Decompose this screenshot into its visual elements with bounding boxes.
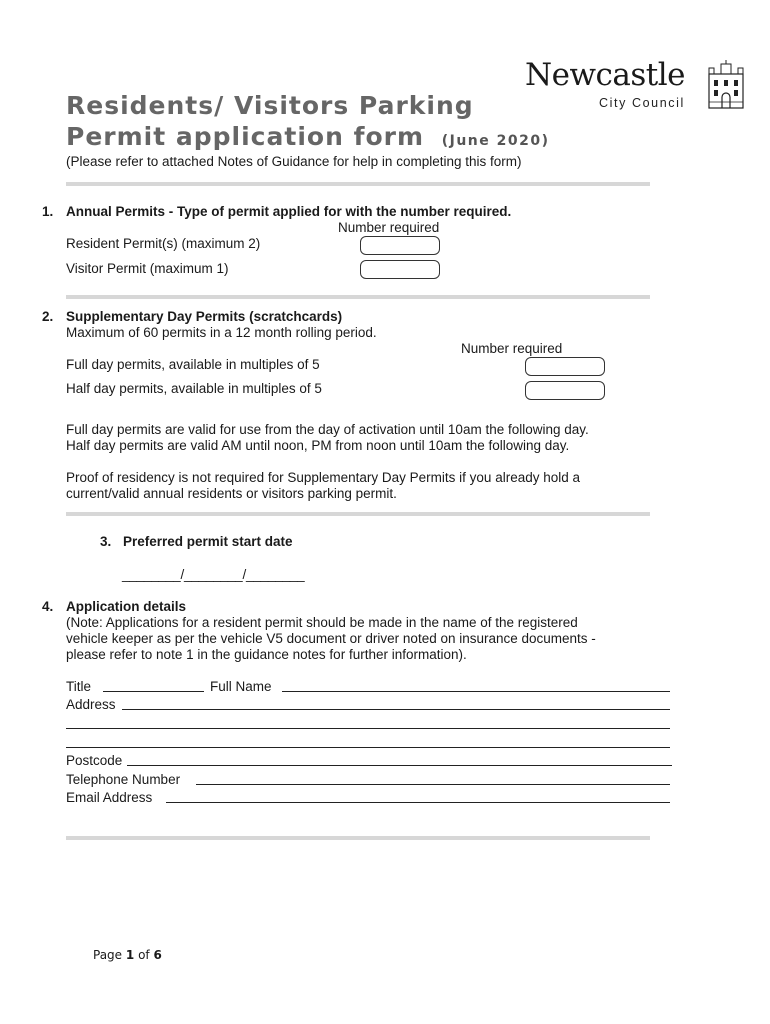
section2-heading: Supplementary Day Permits (scratchcards) <box>66 309 343 324</box>
form-title-line2 <box>66 122 550 156</box>
logo-subtitle: City Council <box>599 96 685 110</box>
postcode-label: Postcode <box>66 753 123 768</box>
postcode-field[interactable] <box>127 765 672 766</box>
address-field-line2[interactable] <box>66 728 670 729</box>
page-number <box>93 948 162 962</box>
form-date: (June 2020) <box>441 133 550 149</box>
section2-subheading: Maximum of 60 permits in a 12 month rolling period. <box>66 325 377 340</box>
address-field-line3[interactable] <box>66 747 670 748</box>
castle-emblem-icon <box>707 60 745 110</box>
fullname-field[interactable] <box>282 691 670 692</box>
proof-text-line1: Proof of residency is not required for Supplementary Day Permits if you already hold a <box>66 470 581 485</box>
section1-number: 1. <box>42 204 54 219</box>
validity-text-line1: Full day permits are valid for use from the day of activation until 10am the following day. <box>66 422 589 437</box>
email-field[interactable] <box>166 802 670 803</box>
full-day-permits-count-input[interactable] <box>525 357 605 376</box>
section2-number: 2. <box>42 309 54 324</box>
divider <box>66 182 650 186</box>
section4-note-line2: vehicle keeper as per the vehicle V5 document or driver noted on insurance documents - <box>66 631 596 646</box>
half-day-permits-label: Half day permits, available in multiples of 5 <box>66 381 322 396</box>
section3-heading: Preferred permit start date <box>123 534 293 549</box>
telephone-label: Telephone Number <box>66 772 181 787</box>
page-prefix: Page <box>93 948 123 962</box>
section4-heading: Application details <box>66 599 187 614</box>
logo-wordmark: Newcastle <box>525 57 685 93</box>
page-current: 1 <box>125 948 135 962</box>
visitor-permit-count-input[interactable] <box>360 260 440 279</box>
divider <box>66 512 650 516</box>
section2-number-required: Number required <box>461 341 563 356</box>
resident-permit-label: Resident Permit(s) (maximum 2) <box>66 236 261 251</box>
resident-permit-count-input[interactable] <box>360 236 440 255</box>
divider <box>66 295 650 299</box>
section1-heading: Annual Permits - Type of permit applied for with the number required. <box>66 204 512 219</box>
start-date-field[interactable]: ________/________/________ <box>122 567 305 582</box>
title-label: Title <box>66 679 92 694</box>
section3-number: 3. <box>100 534 112 549</box>
council-logo <box>525 58 747 114</box>
proof-text-line2: current/valid annual residents or visitors parking permit. <box>66 486 397 501</box>
email-label: Email Address <box>66 790 153 805</box>
address-field-line1[interactable] <box>122 709 670 710</box>
divider <box>66 836 650 840</box>
section4-number: 4. <box>42 599 54 614</box>
visitor-permit-label: Visitor Permit (maximum 1) <box>66 261 229 276</box>
full-day-permits-label: Full day permits, available in multiples of 5 <box>66 357 320 372</box>
guidance-note: (Please refer to attached Notes of Guidance for help in completing this form) <box>66 154 522 169</box>
half-day-permits-count-input[interactable] <box>525 381 605 400</box>
fullname-label: Full Name <box>210 679 272 694</box>
title-field[interactable] <box>103 691 204 692</box>
address-label: Address <box>66 697 116 712</box>
form-title-text: Permit application form <box>66 122 424 151</box>
form-title-line1: Residents/ Visitors Parking <box>66 91 474 120</box>
section4-note-line1: (Note: Applications for a resident permit should be made in the name of the registered <box>66 615 578 630</box>
page-total: 6 <box>153 948 162 962</box>
page-of: of <box>138 948 150 962</box>
section1-number-required: Number required <box>338 220 440 235</box>
validity-text-line2: Half day permits are valid AM until noon, PM from noon until 10am the following day. <box>66 438 570 453</box>
section4-note-line3: please refer to note 1 in the guidance notes for further information). <box>66 647 467 662</box>
telephone-field[interactable] <box>196 784 670 785</box>
